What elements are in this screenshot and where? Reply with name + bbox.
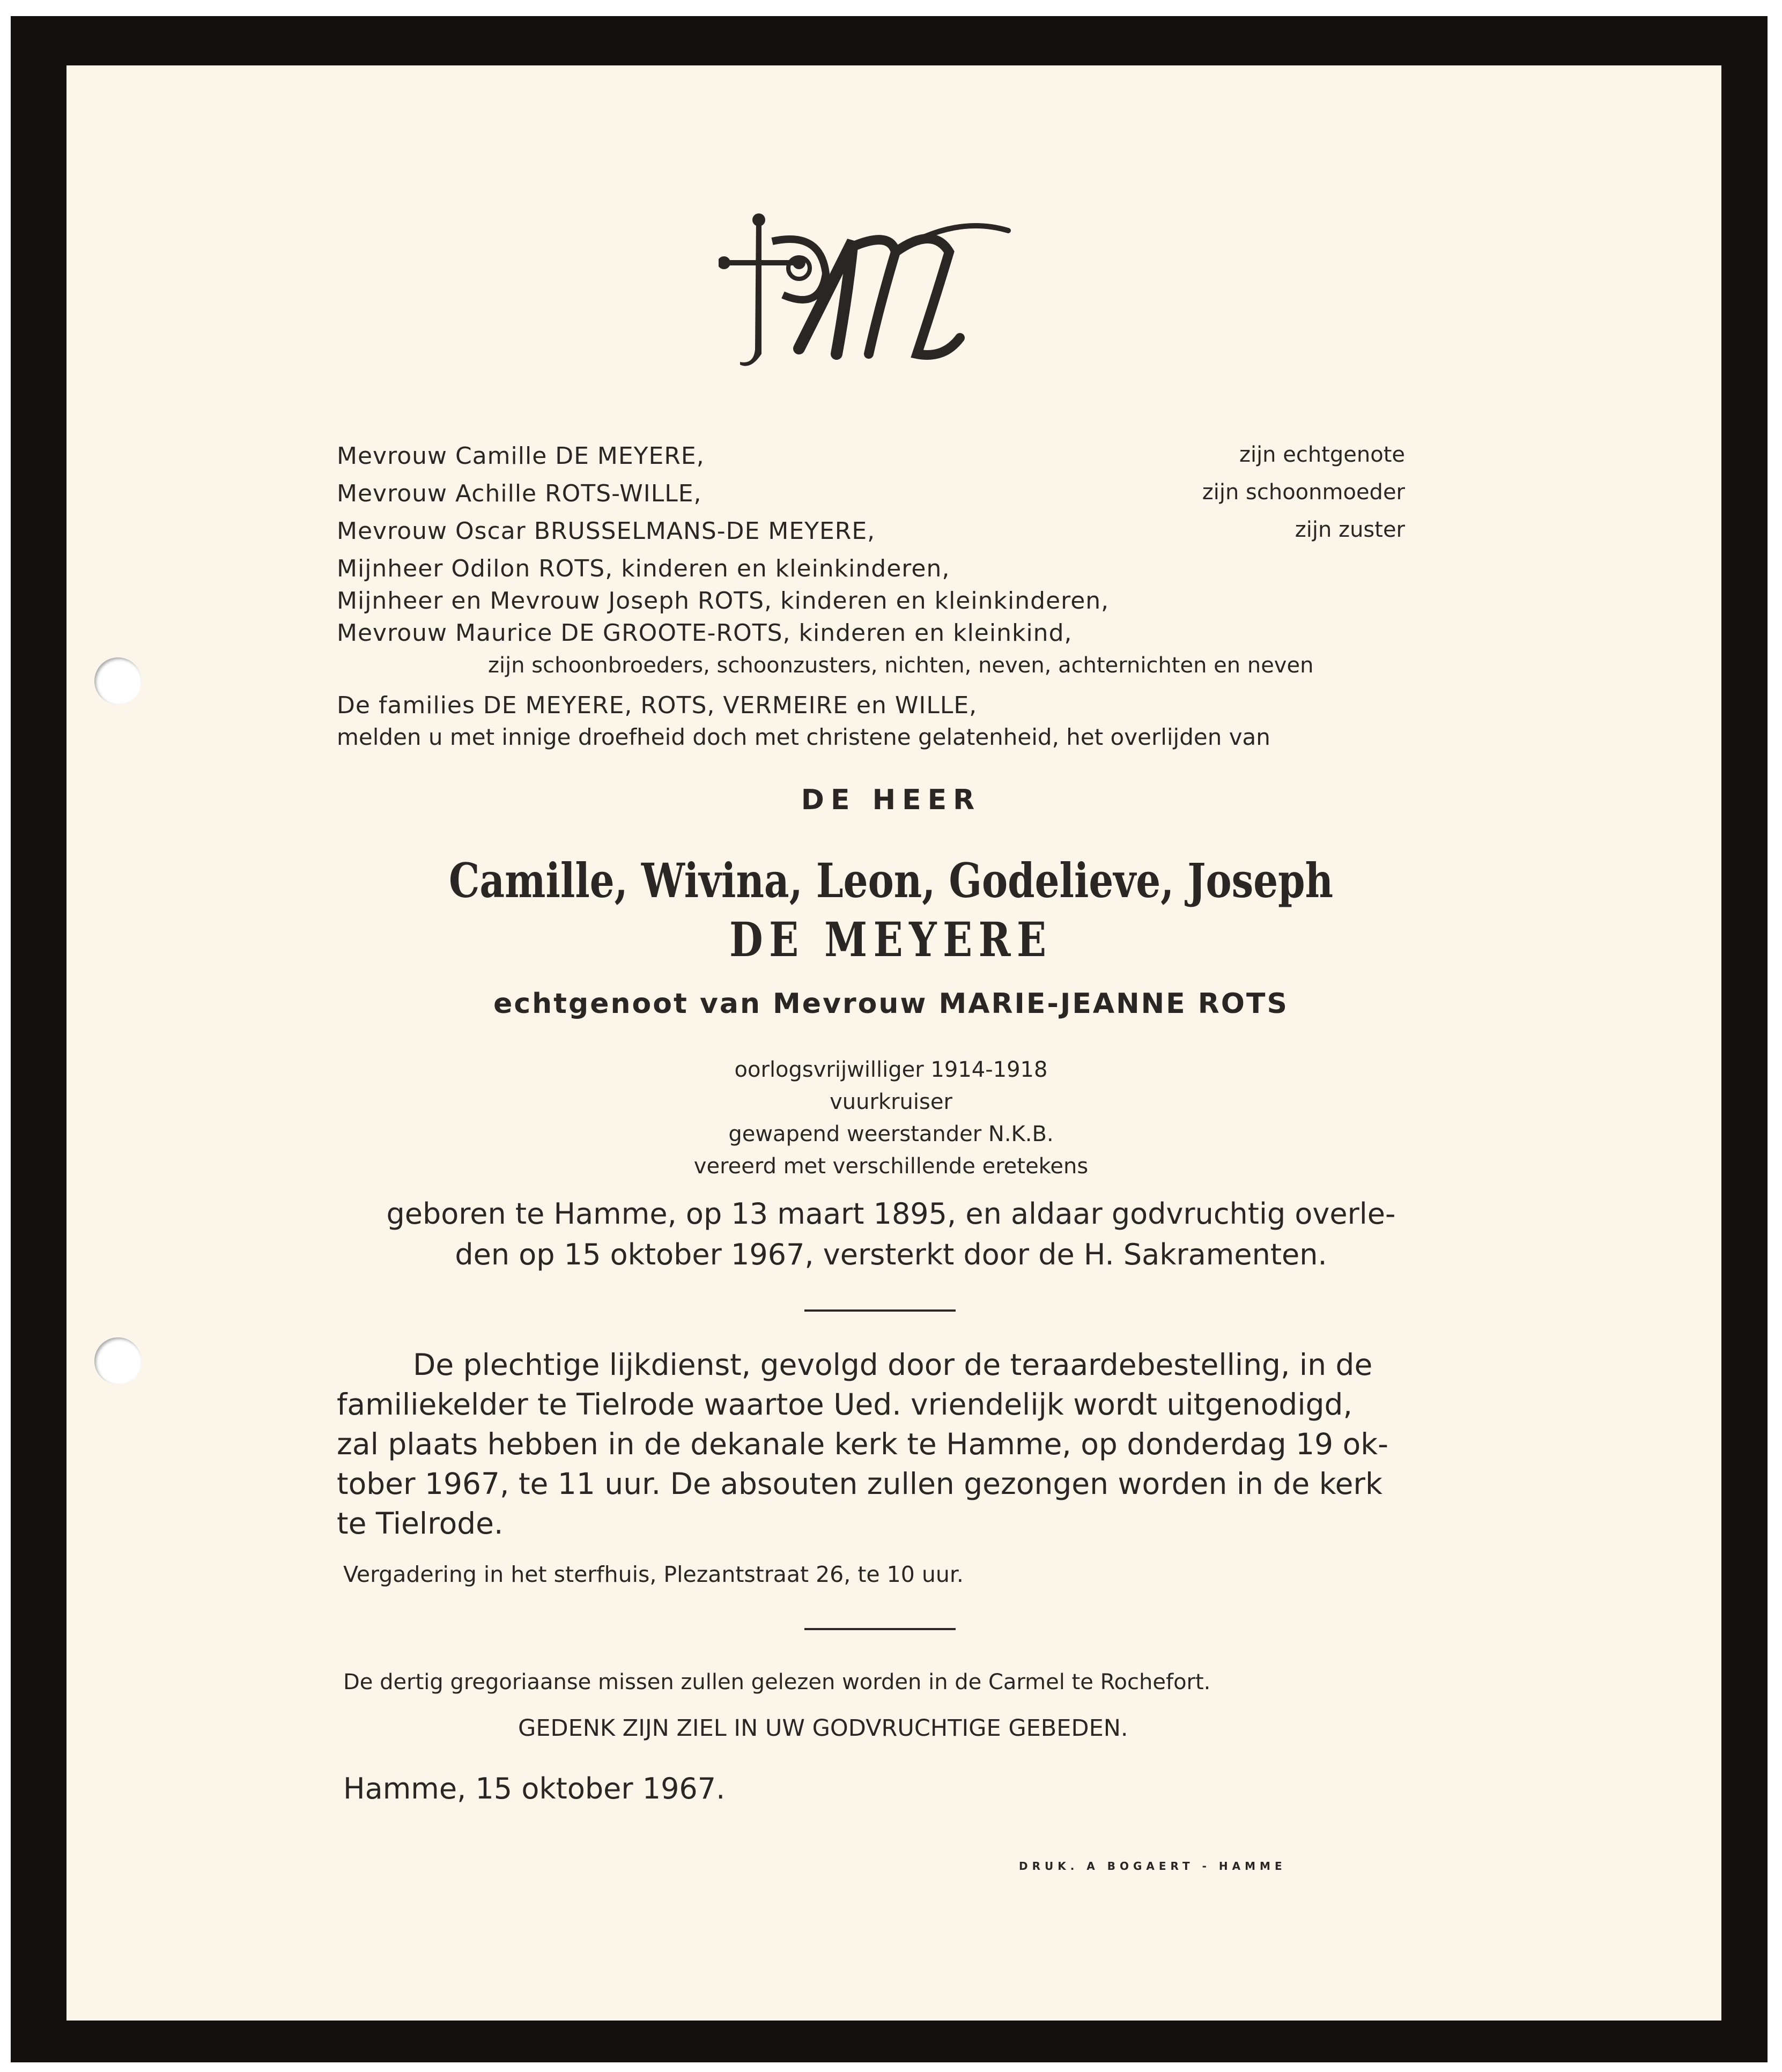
relatives-line: zijn schoonbroeders, schoonzusters, nichten, neven, achternichten en neven (488, 653, 1314, 678)
birth-death-line: geboren te Hamme, op 13 maart 1895, en aldaar godvruchtig overle- (386, 1197, 1396, 1231)
service-line: De plechtige lijkdienst, gevolgd door de teraardebestelling, in de (413, 1348, 1373, 1382)
prayer-line: GEDENK ZIJN ZIEL IN UW GODVRUCHTIGE GEBEDEN. (518, 1715, 1128, 1742)
honour-item: gewapend weerstander N.K.B. (728, 1122, 1054, 1146)
honour-item: vereerd met verschillende eretekens (693, 1154, 1089, 1179)
title-de-heer: DE HEER (801, 784, 981, 816)
divider-rule (804, 1628, 956, 1630)
honour-item: oorlogsvrijwilliger 1914-1918 (734, 1057, 1048, 1082)
gathering-line: Vergadering in het sterfhuis, Plezantstraat 26, te 10 uur. (343, 1562, 964, 1587)
family-line: Mijnheer en Mevrouw Joseph ROTS, kinderen en kleinkinderen, (337, 587, 1110, 615)
family-role: zijn echtgenote (1239, 442, 1405, 467)
cross-m-monogram-icon (719, 209, 1019, 381)
families-line: De families DE MEYERE, ROTS, VERMEIRE en WILLE, (337, 692, 978, 719)
divider-rule (804, 1309, 956, 1312)
spouse-line: echtgenoot van Mevrouw MARIE-JEANNE ROTS (493, 988, 1289, 1020)
family-role: zijn zuster (1295, 517, 1405, 542)
punch-hole-icon (94, 657, 142, 705)
family-line: Mevrouw Oscar BRUSSELMANS-DE MEYERE, (337, 517, 876, 545)
deceased-given-names-wrap (0, 853, 1782, 908)
service-line: zal plaats hebben in de dekanale kerk te Hamme, op donderdag 19 ok- (337, 1427, 1388, 1461)
honour-item: vuurkruiser (830, 1090, 952, 1114)
family-line: Mijnheer Odilon ROTS, kinderen en kleinkinderen, (337, 555, 950, 582)
family-line: Mevrouw Camille DE MEYERE, (337, 442, 705, 470)
masses-line: De dertig gregoriaanse missen zullen gelezen worden in de Carmel te Rochefort. (343, 1670, 1211, 1694)
punch-hole-icon (94, 1337, 142, 1385)
family-line: Mevrouw Maurice DE GROOTE-ROTS, kinderen en kleinkind, (337, 619, 1073, 647)
service-line: familiekelder te Tielrode waartoe Ued. vriendelijk wordt uitgenodigd, (337, 1387, 1352, 1422)
service-line: te Tielrode. (337, 1506, 504, 1541)
deceased-given-names: Camille, Wivina, Leon, Godelieve, Joseph (448, 853, 1334, 908)
printer-line: DRUK. A BOGAERT - HAMME (1019, 1860, 1286, 1873)
deceased-surname-wrap (0, 912, 1782, 967)
place-date-line: Hamme, 15 oktober 1967. (343, 1772, 726, 1805)
family-role: zijn schoonmoeder (1202, 480, 1405, 505)
family-line: Mevrouw Achille ROTS-WILLE, (337, 480, 702, 507)
service-line: tober 1967, te 11 uur. De absouten zullen gezongen worden in de kerk (337, 1467, 1382, 1501)
deceased-surname: DE MEYERE (729, 912, 1053, 967)
birth-death-line: den op 15 oktober 1967, versterkt door de H. Sakramenten. (455, 1238, 1327, 1271)
announce-line: melden u met innige droefheid doch met christene gelatenheid, het overlijden van (337, 724, 1270, 750)
